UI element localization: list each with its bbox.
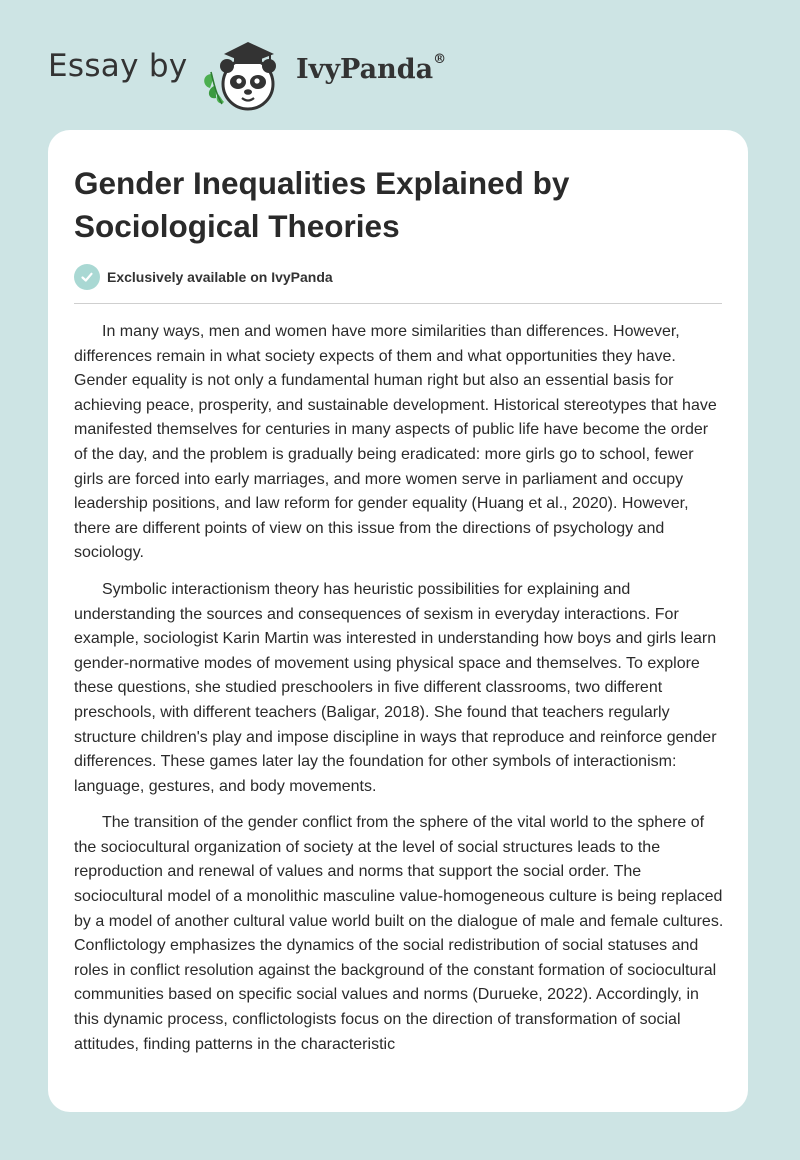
article-card — [48, 130, 748, 1112]
paragraph: In many ways, men and women have more similarities than differences. However, differences remain in what society expects of them and what opportunities they have. Gender equality is not only a fundamental human right but also an essential basis for achieving peace, prosperity, and sustainable development. Historical stereotypes that have manifested themselves for centuries in many aspects of public life have become the order of the day, and the problem is gradually being eradicated: more girls go to school, fewer girls are forced into early marriages, and more women serve in parliament and occupy leadership positions, and law reform for gender equality (Huang et al., 2020). However, there are different points of view on this issue from the directions of psychology and sociology. — [74, 323, 717, 562]
paragraph: Symbolic interactionism theory has heuristic possibilities for explaining and understanding the sources and consequences of sexism in everyday interactions. For example, sociologist Karin Martin was interested in understanding how boys and girls learn gender-normative modes of movement using physical space and themselves. To explore these questions, she studied preschoolers in five different classrooms, two different preschools, with different teachers (Baligar, 2018). She found that teachers regularly structure children's play and impose discipline in ways that reproduce and reinforce gender differences. These games later lay the foundation for other symbols of interactionism: language, gestures, and body movements. — [74, 580, 717, 795]
site-header — [0, 0, 800, 130]
brand-text: IvyPanda — [296, 54, 434, 85]
paragraph: The transition of the gender conflict from the sphere of the vital world to the sphere of the sociocultural organization of society at the level of social structures leads to the reproduction and renewal of values and norms that support the social order. The sociocultural model of a monolithic masculine value-homogeneous culture is being replaced by a model of another cultural value world built on the dialogue of male and female cultures. Conflictology emphasizes the dynamics of the social redistribution of social statuses and roles in conflict resolution against the background of the constant formation of sociocultural communities based on specific social values and norms (Durueke, 2022). Accordingly, in this dynamic process, conflictologists focus on the direction of transformation of social attitudes, finding patterns in the characteristic — [74, 814, 724, 1053]
brand-name[interactable] — [296, 54, 446, 85]
exclusive-badge — [74, 264, 333, 290]
essay-by-label: Essay by — [48, 48, 188, 84]
badge-label: Exclusively available on IvyPanda — [107, 269, 333, 285]
divider — [74, 303, 722, 304]
check-icon — [74, 264, 100, 290]
registered-mark: ® — [433, 52, 447, 67]
ivypanda-logo-icon[interactable] — [198, 34, 292, 112]
article-body — [74, 320, 724, 1069]
page-title: Gender Inequalities Explained by Sociological Theories — [74, 165, 570, 244]
